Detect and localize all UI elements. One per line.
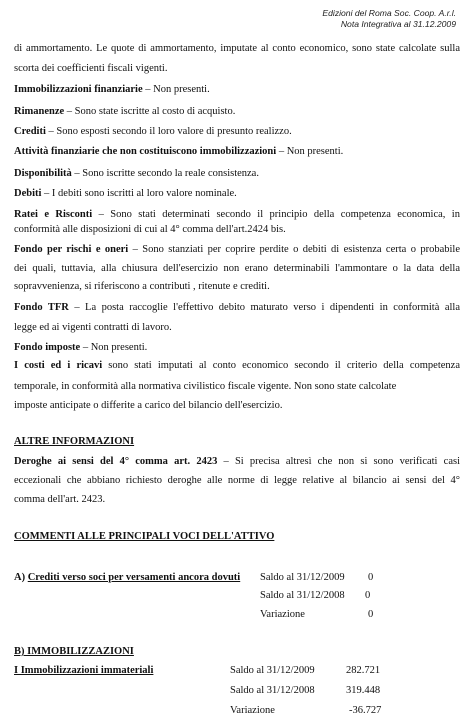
section-a-prefix: A) bbox=[14, 572, 28, 583]
ratei-line-2: conformità alle disposizioni di cui al 4° comma dell'art.2424 bis. bbox=[14, 224, 286, 235]
crediti-paragraph bbox=[14, 126, 292, 138]
saldo-value: 0 bbox=[368, 572, 374, 583]
attivita-paragraph bbox=[14, 146, 343, 158]
tfr-label: Fondo TFR bbox=[14, 302, 69, 313]
deroghe-label: Deroghe ai sensi del 4° comma art. 2423 bbox=[14, 456, 218, 467]
body-line: scorta dei coefficienti fiscali vigenti. bbox=[14, 63, 168, 74]
disp-text: – Sono iscritte secondo la reale consistenza. bbox=[71, 168, 259, 179]
costi-line-1 bbox=[14, 360, 460, 372]
ratei-line-1 bbox=[14, 209, 460, 221]
saldo-label: Saldo al 31/12/2008 bbox=[230, 685, 315, 696]
section-b-heading: B) IMMOBILIZZAZIONI bbox=[14, 646, 134, 657]
saldo-label: Saldo al 31/12/2009 bbox=[230, 665, 315, 676]
saldo-label: Saldo al 31/12/2008 bbox=[260, 590, 345, 601]
costi-label: I costi ed i ricavi bbox=[14, 360, 103, 371]
header-company: Edizioni del Roma Soc. Coop. A.r.l. bbox=[322, 8, 456, 18]
section-heading-commenti: COMMENTI ALLE PRINCIPALI VOCI DELL'ATTIVO bbox=[14, 531, 275, 542]
tfr-text: – La posta raccoglie l'effettivo debito maturato verso i dipendenti in conformità alla bbox=[68, 302, 460, 313]
saldo-value: 0 bbox=[365, 590, 371, 601]
variazione-value: 0 bbox=[368, 609, 374, 620]
variazione-label: Variazione bbox=[260, 609, 305, 620]
immob-fin-label: Immobilizzazioni finanziarie bbox=[14, 84, 143, 95]
rimanenze-paragraph bbox=[14, 106, 235, 118]
costi-text: sono stati imputati al conto economico secondo il criterio della competenza bbox=[102, 360, 460, 371]
disp-label: Disponibilità bbox=[14, 168, 72, 179]
immob-fin-paragraph bbox=[14, 84, 210, 96]
ratei-label: Ratei e Risconti bbox=[14, 209, 93, 220]
imposte-paragraph bbox=[14, 342, 147, 354]
header-subtitle: Nota Integrativa al 31.12.2009 bbox=[340, 19, 456, 29]
fondo-rischi-line-2: dei quali, tuttavia, alla chiusura dell'esercizio non erano determinabili l'ammontare o la data della bbox=[14, 263, 460, 274]
tfr-line-1 bbox=[14, 302, 460, 314]
attivita-text: – Non presenti. bbox=[276, 146, 344, 157]
rimanenze-label: Rimanenze bbox=[14, 106, 65, 117]
imposte-text: – Non presenti. bbox=[80, 342, 148, 353]
fondo-rischi-label: Fondo per rischi e oneri bbox=[14, 244, 129, 255]
attivita-label: Attività finanziarie che non costituiscono immobilizzazioni bbox=[14, 146, 277, 157]
saldo-value: 282.721 bbox=[346, 665, 381, 676]
immob-fin-text: – Non presenti. bbox=[142, 84, 210, 95]
section-b-subheading: I Immobilizzazioni immateriali bbox=[14, 665, 154, 676]
imposte-label: Fondo imposte bbox=[14, 342, 81, 353]
rimanenze-text: – Sono state iscritte al costo di acquisto. bbox=[64, 106, 236, 117]
section-a-label: Crediti verso soci per versamenti ancora dovuti bbox=[27, 572, 241, 583]
disp-paragraph bbox=[14, 168, 259, 180]
deroghe-line-3: comma dell'art. 2423. bbox=[14, 494, 106, 505]
debiti-text: – I debiti sono iscritti al loro valore nominale. bbox=[41, 188, 237, 199]
saldo-label: Saldo al 31/12/2009 bbox=[260, 572, 345, 583]
section-a-title bbox=[14, 572, 240, 584]
debiti-paragraph bbox=[14, 188, 237, 200]
deroghe-text: – Si precisa altresì che non si sono verificati casi bbox=[217, 456, 460, 467]
crediti-label: Crediti bbox=[14, 126, 46, 137]
fondo-rischi-line-3: sopravvenienza, si riferiscono a contributi , ritenute e crediti. bbox=[14, 281, 270, 292]
debiti-label: Debiti bbox=[14, 188, 42, 199]
deroghe-line-2: eccezionali che abbiano richiesto deroghe alle norme di legge relative al bilancio ai sensi del 4° bbox=[14, 475, 460, 486]
fondo-rischi-text: – Sono stanziati per coprire perdite o debiti di esistenza certa o probabile bbox=[128, 244, 460, 255]
ratei-text: – Sono stati determinati secondo il principio della competenza economica, in bbox=[92, 209, 460, 220]
section-heading-altre: ALTRE INFORMAZIONI bbox=[14, 436, 135, 447]
variazione-value: -36.727 bbox=[349, 705, 382, 716]
deroghe-line-1 bbox=[14, 456, 460, 468]
fondo-rischi-line-1 bbox=[14, 244, 460, 256]
body-line: di ammortamento. Le quote di ammortamento, imputate al conto economico, sono state calcolate sulla bbox=[14, 43, 460, 54]
saldo-value: 319.448 bbox=[346, 685, 381, 696]
costi-line-2: temporale, in conformità alla normativa civilistico fiscale vigente. Non sono state calcolate bbox=[14, 381, 397, 392]
crediti-text: – Sono esposti secondo il loro valore di presunto realizzo. bbox=[45, 126, 292, 137]
costi-line-3: imposte anticipate o differite a carico del bilancio dell'esercizio. bbox=[14, 400, 283, 411]
variazione-label: Variazione bbox=[230, 705, 275, 716]
tfr-line-2: legge ed ai vigenti contratti di lavoro. bbox=[14, 322, 172, 333]
